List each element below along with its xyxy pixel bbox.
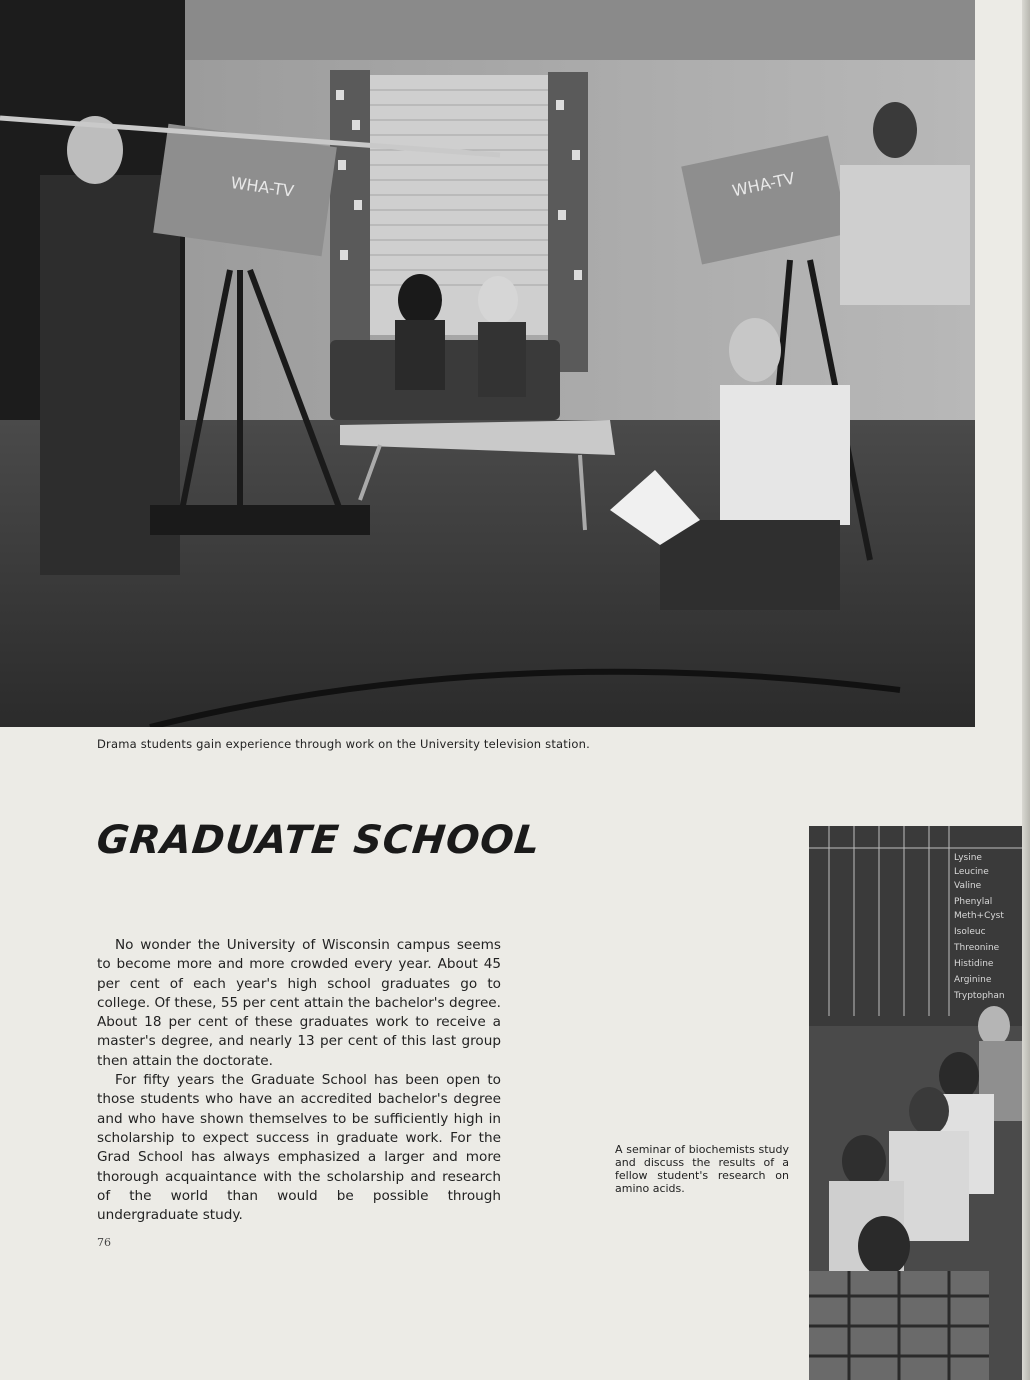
board-word-7: Threonine <box>954 943 1000 953</box>
board-word-2: Leucine <box>954 867 989 877</box>
article-body <box>97 936 501 1225</box>
seminar-photo-caption: A seminar of biochemists study and discuss the results of a fellow student's research on amino acids. <box>615 1143 789 1195</box>
board-word-10: Tryptophan <box>954 991 1005 1001</box>
paragraph-2: For fifty years the Graduate School has been open to those students who have an accredited bachelor's degree and who have shown themselves to be sufficiently high in scholarship to expect success in graduate work. For the Grad School has always emphasized a larger and more thorough acquaintance with the scholarship and research of the world than would be possible through undergraduate study. <box>97 1072 501 1224</box>
board-word-8: Histidine <box>954 959 994 969</box>
board-word-4: Phenylal <box>954 897 993 907</box>
board-word-1: Lysine <box>954 853 982 863</box>
page-edge <box>1022 0 1030 1380</box>
board-word-3: Valine <box>954 881 982 891</box>
board-word-6: Isoleuc <box>954 927 986 937</box>
page-number: 76 <box>97 1236 111 1249</box>
board-word-5: Meth+Cyst <box>954 911 1004 921</box>
seminar-photo <box>809 826 1030 1380</box>
top-photo-caption: Drama students gain experience through work on the University television station. <box>97 737 590 751</box>
camera-label-left: WHA-TV <box>229 173 296 201</box>
page-title: GRADUATE SCHOOL <box>94 818 543 863</box>
camera-label-right: WHA-TV <box>730 168 797 201</box>
tv-studio-photo <box>0 0 975 727</box>
board-word-9: Arginine <box>954 975 992 985</box>
paragraph-1: No wonder the University of Wisconsin campus seems to become more and more crowded every year. About 45 per cent of each year's high school graduates go to college. Of these, 55 per cent attain the bachelor's degree. About 18 per cent of these graduates work to receive a master's degree, and nearly 13 per cent of this last group then attain the doctorate. <box>97 937 501 1069</box>
